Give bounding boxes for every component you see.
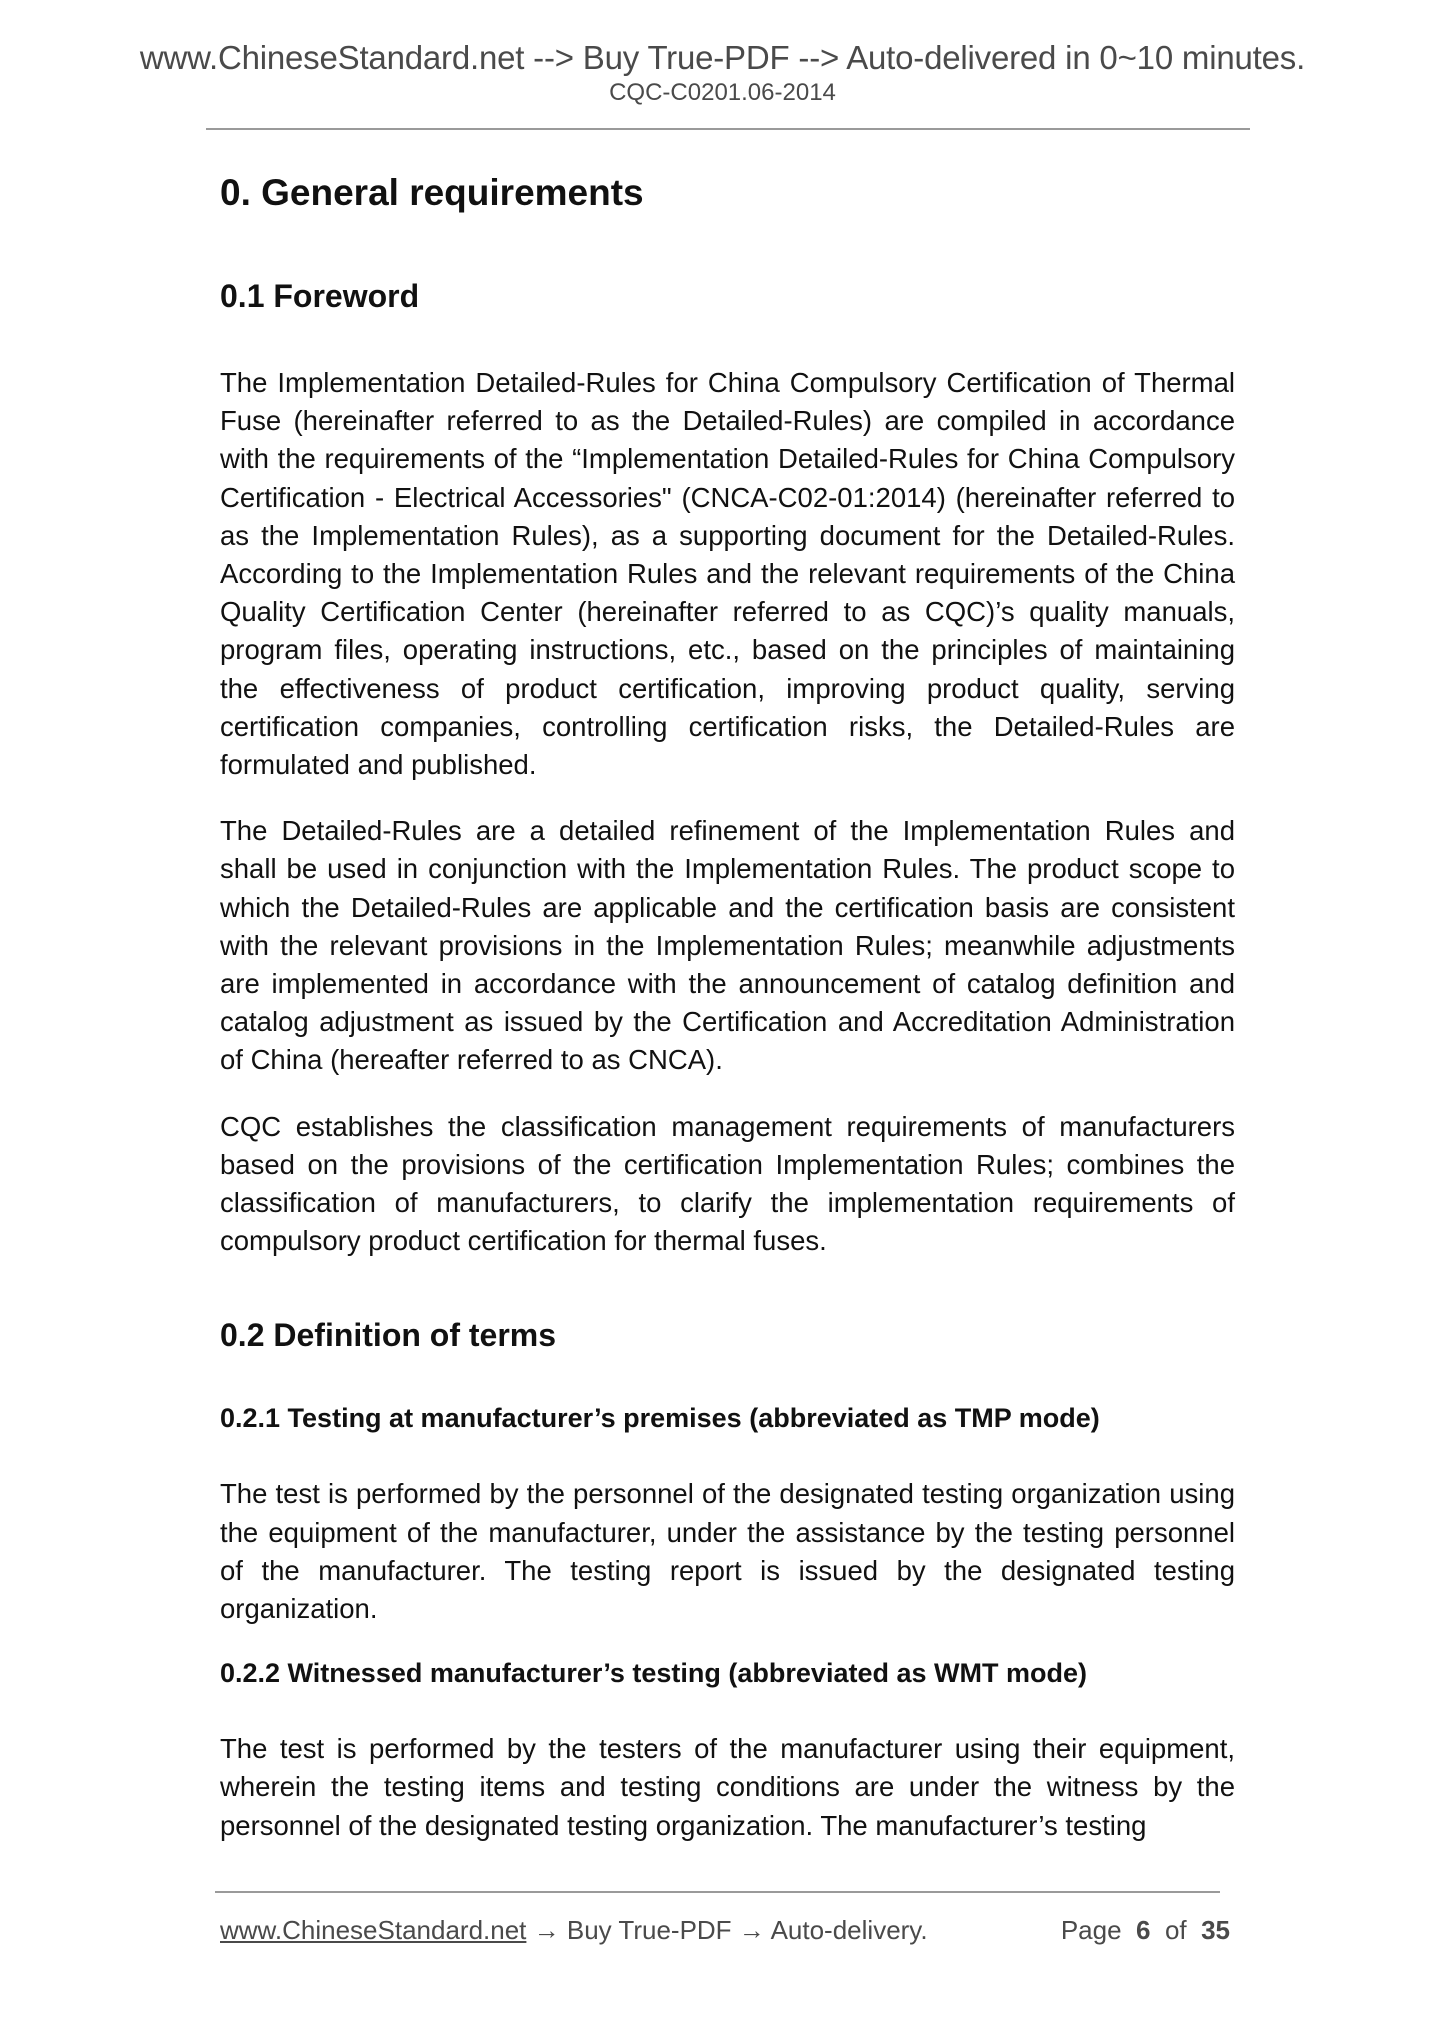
footer-promo-text: → Buy True-PDF → Auto-delivery. xyxy=(526,1915,928,1945)
section-heading-foreword: 0.1 Foreword xyxy=(220,278,420,314)
page-current: 6 xyxy=(1136,1915,1151,1945)
subsection-heading-wmt-mode: 0.2.2 Witnessed manufacturer’s testing (abbreviated as WMT mode) xyxy=(220,1658,1087,1689)
footer-divider xyxy=(215,1891,1220,1893)
document-number: CQC-C0201.06-2014 xyxy=(609,79,836,106)
page-header xyxy=(0,38,1445,108)
page-of-label: of xyxy=(1164,1915,1187,1945)
section-heading-definition-of-terms: 0.2 Definition of terms xyxy=(220,1317,557,1354)
page-indicator xyxy=(1061,1914,1230,1946)
footer-promo xyxy=(220,1914,928,1946)
page-total: 35 xyxy=(1201,1915,1230,1945)
header-divider xyxy=(206,128,1250,130)
wmt-mode-paragraph: The test is performed by the testers of the manufacturer using their equipment, wherein the testing items and testing conditions are under the witness by the personnel of the designated testing organization. The manufacturer’s testing xyxy=(220,1733,1235,1841)
foreword-paragraph-1: The Implementation Detailed-Rules for China Compulsory Certification of Thermal Fuse (hereinafter referred to as the Detailed-Rules) are compiled in accordance with the requirements of the “Implementation Detailed-Rules for China Compulsory Certification - Electrical Accessories" (CNCA-C02-01:2014) (hereinafter referred to as the Implementation Rules), as a supporting document for the Detailed-Rules. According to the Implementation Rules and the relevant requirements of the China Quality Certification Center (hereinafter referred to as CQC)’s quality manuals, program files, operating instructions, etc., based on the principles of maintaining the effectiveness of product certification, improving product quality, serving certification companies, controlling certification risks, the Detailed-Rules are formulated and published. xyxy=(220,367,1235,781)
footer-website-link[interactable]: www.ChineseStandard.net xyxy=(220,1915,527,1945)
page-label: Page xyxy=(1060,1915,1122,1945)
foreword-paragraph-3: CQC establishes the classification management requirements of manufacturers based on the provisions of the certification Implementation Rules; combines the classification of manufacturers, to clarify the implementation requirements of compulsory product certification for thermal fuses. xyxy=(220,1110,1235,1257)
subsection-heading-tmp-mode: 0.2.1 Testing at manufacturer’s premises (abbreviated as TMP mode) xyxy=(220,1403,1100,1434)
foreword-paragraph-2: The Detailed-Rules are a detailed refinement of the Implementation Rules and shall be used in conjunction with the Implementation Rules. The product scope to which the Detailed-Rules are applicable and the certification basis are consistent with the relevant provisions in the Implementation Rules; meanwhile adjustments are implemented in accordance with the announcement of catalog definition and catalog adjustment as issued by the Certification and Accreditation Administration of China (hereafter referred to as CNCA). xyxy=(220,815,1235,1076)
header-banner: www.ChineseStandard.net --> Buy True-PDF --> Auto-delivered in 0~10 minutes. xyxy=(139,39,1306,76)
section-heading-general-requirements: 0. General requirements xyxy=(220,172,644,213)
tmp-mode-paragraph: The test is performed by the personnel of the designated testing organization using the equipment of the manufacturer, under the assistance by the testing personnel of the manufacturer. The testing report is issued by the designated testing organization. xyxy=(220,1478,1235,1625)
document-body xyxy=(220,170,1235,1845)
